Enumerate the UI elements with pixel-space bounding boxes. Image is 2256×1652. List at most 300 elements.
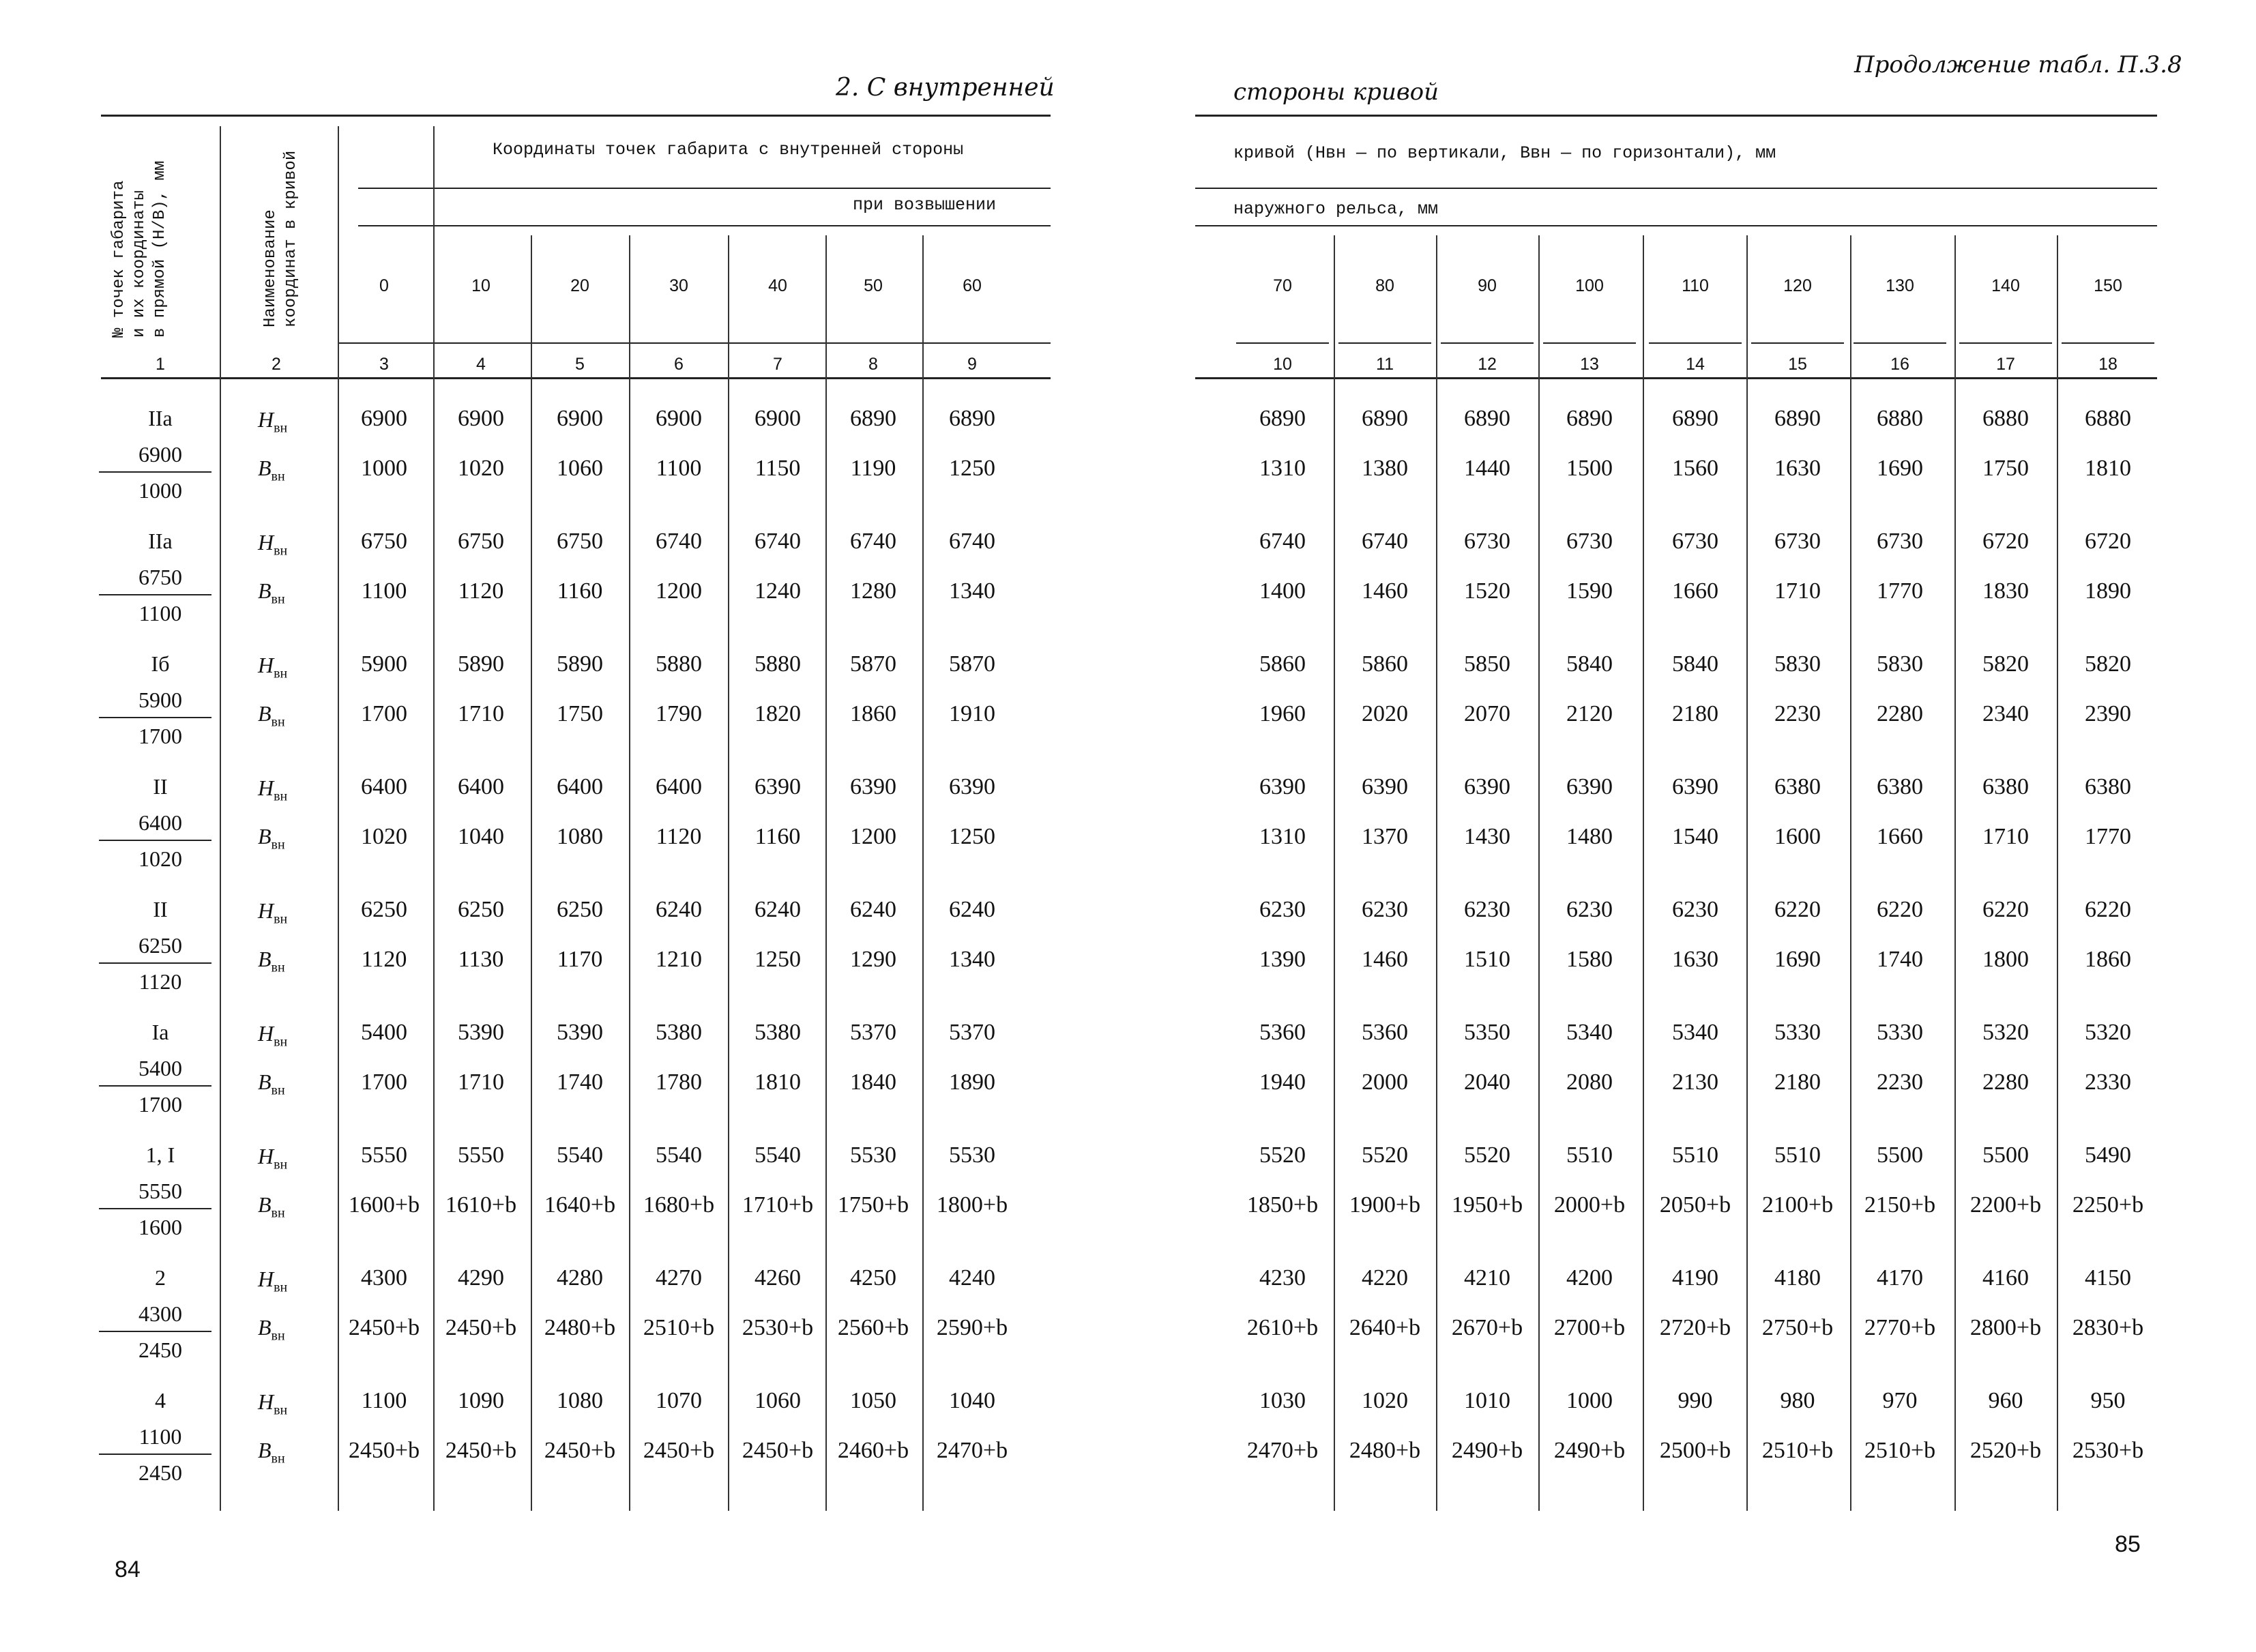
b-value: 2750+b [1761, 1315, 1834, 1340]
h-value: 6740 [1259, 529, 1306, 554]
h-value: 6380 [1877, 774, 1923, 799]
h-value: 5540 [656, 1142, 702, 1168]
h-value: 5890 [557, 651, 603, 677]
h-value: 6740 [1362, 529, 1408, 554]
h-value: 6230 [1464, 897, 1510, 922]
b-value: 1580 [1566, 947, 1613, 972]
coord-name-h-letter: H [258, 898, 274, 923]
b-value: 2180 [1774, 1070, 1821, 1095]
h-value: 6890 [850, 406, 896, 431]
h-value: 6400 [458, 774, 504, 799]
h-value: 5380 [755, 1020, 801, 1045]
coord-name-b-letter: B [258, 456, 272, 480]
h-value: 5510 [1774, 1142, 1821, 1168]
coord-name-b-letter: B [258, 824, 272, 849]
h-value: 6250 [361, 897, 407, 922]
b-value: 2200+b [1969, 1192, 2042, 1218]
b-value: 2450+b [742, 1438, 814, 1463]
b-value: 1370 [1362, 824, 1408, 849]
sub-header-right: наружного рельса, мм [1233, 199, 1439, 219]
coord-name-h [258, 407, 287, 436]
b-value: 1040 [458, 824, 504, 849]
column-number: 14 [1686, 355, 1705, 374]
column-number: 4 [476, 355, 486, 374]
b-value: 2100+b [1761, 1192, 1834, 1218]
h-value: 5340 [1672, 1020, 1718, 1045]
h-value: 6220 [1774, 897, 1821, 922]
coord-name-h [258, 530, 287, 559]
b-value: 1190 [850, 456, 896, 481]
b-value: 1240 [755, 578, 801, 604]
coord-name-h [258, 776, 287, 804]
b-value: 1310 [1259, 456, 1306, 481]
h-value: 5510 [1566, 1142, 1613, 1168]
h-value: 950 [2090, 1388, 2126, 1413]
column-number: 7 [773, 355, 782, 374]
h-value: 6720 [1982, 529, 2029, 554]
coord-name-h-letter: H [258, 1267, 274, 1291]
main-header-left: Координаты точек габарита с внутренней стороны [493, 140, 964, 160]
elevation-value: 80 [1375, 276, 1394, 295]
h-value: 6890 [1566, 406, 1613, 431]
elev-rule-right [1543, 342, 1636, 344]
h-value: 5330 [1774, 1020, 1821, 1045]
coord-name-h-letter: H [258, 1021, 274, 1046]
h-value: 6240 [656, 897, 702, 922]
b-value: 1390 [1259, 947, 1306, 972]
point-label: II [153, 897, 168, 921]
fraction-line [99, 1454, 211, 1455]
column-divider-right [1954, 235, 1956, 1511]
h-value: 6380 [2085, 774, 2131, 799]
b-value: 1640+b [544, 1192, 616, 1218]
b-value: 1960 [1259, 701, 1306, 726]
elevation-value: 10 [471, 276, 490, 295]
h-value: 5360 [1259, 1020, 1306, 1045]
b-value: 1170 [557, 947, 603, 972]
h-value: 6890 [1672, 406, 1718, 431]
b-value: 2080 [1566, 1070, 1613, 1095]
straight-h-value: 5900 [138, 688, 182, 712]
column-divider-left [220, 126, 221, 1511]
h-value: 4170 [1877, 1265, 1923, 1290]
h-value: 5330 [1877, 1020, 1923, 1045]
h-value: 6230 [1672, 897, 1718, 922]
col2-header: Наименование координат в кривой [261, 150, 300, 327]
h-value: 6400 [361, 774, 407, 799]
straight-h-value: 6400 [138, 810, 182, 835]
fraction-line [99, 1208, 211, 1209]
h-value: 6390 [949, 774, 995, 799]
coord-name-b-sub: вн [271, 837, 285, 853]
b-value: 2050+b [1659, 1192, 1731, 1218]
h-value: 6730 [1464, 529, 1510, 554]
h-value: 6390 [1566, 774, 1613, 799]
coord-name-b-letter: B [258, 947, 272, 971]
b-value: 1700 [361, 701, 407, 726]
h-value: 960 [1988, 1388, 2023, 1413]
elev-rule-right [1338, 342, 1431, 344]
coord-name-h-sub: вн [274, 1402, 288, 1418]
b-value: 1380 [1362, 456, 1408, 481]
h-value: 6720 [2085, 529, 2131, 554]
b-value: 1690 [1877, 456, 1923, 481]
point-label: Iб [151, 651, 170, 676]
h-value: 6250 [557, 897, 603, 922]
h-value: 5540 [557, 1142, 603, 1168]
table-top-rule-right [1195, 115, 2157, 117]
coord-name-h-sub: вн [274, 1034, 288, 1050]
h-value: 5820 [1982, 651, 2029, 677]
elevation-value: 110 [1682, 276, 1709, 295]
b-value: 1290 [850, 947, 896, 972]
h-value: 4240 [949, 1265, 995, 1290]
b-value: 1100 [361, 578, 407, 604]
h-value: 6900 [361, 406, 407, 431]
fraction-line [99, 471, 211, 473]
h-value: 5840 [1672, 651, 1718, 677]
elev-rule-right [1751, 342, 1844, 344]
coord-name-h-sub: вн [274, 788, 288, 804]
b-value: 1130 [458, 947, 504, 972]
b-value: 1520 [1464, 578, 1510, 604]
coord-name-h [258, 1021, 287, 1050]
h-value: 6380 [1982, 774, 2029, 799]
b-value: 2770+b [1864, 1315, 1936, 1340]
h-value: 980 [1780, 1388, 1815, 1413]
b-value: 1560 [1672, 456, 1718, 481]
b-value: 2530+b [2072, 1438, 2144, 1463]
b-value: 2670+b [1451, 1315, 1523, 1340]
elevation-value: 60 [963, 276, 982, 295]
h-value: 6730 [1774, 529, 1821, 554]
b-value: 1630 [1774, 456, 1821, 481]
b-value: 1200 [656, 578, 702, 604]
b-value: 1690 [1774, 947, 1821, 972]
fraction-line [99, 1331, 211, 1332]
h-value: 1020 [1362, 1388, 1408, 1413]
b-value: 1950+b [1451, 1192, 1523, 1218]
b-value: 2490+b [1553, 1438, 1626, 1463]
coord-name-b-letter: B [258, 1315, 272, 1340]
b-value: 2530+b [742, 1315, 814, 1340]
coord-name-b [258, 824, 285, 853]
straight-b-value: 1700 [138, 1092, 182, 1117]
column-divider-left [922, 235, 924, 1511]
coord-name-b-letter: B [258, 1192, 272, 1217]
b-value: 2480+b [544, 1315, 616, 1340]
coord-name-h-letter: H [258, 1144, 274, 1168]
h-value: 4180 [1774, 1265, 1821, 1290]
colnum-rule-right [1195, 377, 2157, 379]
b-value: 1770 [1877, 578, 1923, 604]
b-value: 2520+b [1969, 1438, 2042, 1463]
h-value: 6900 [755, 406, 801, 431]
h-value: 5350 [1464, 1020, 1510, 1045]
b-value: 1340 [949, 947, 995, 972]
b-value: 2490+b [1451, 1438, 1523, 1463]
main-header-right: кривой (Hвн — по вертикали, Bвн — по горизонтали), мм [1233, 143, 1776, 163]
b-value: 1740 [557, 1070, 603, 1095]
coord-name-h-letter: H [258, 407, 274, 432]
h-value: 6390 [1362, 774, 1408, 799]
b-value: 1780 [656, 1070, 702, 1095]
b-value: 1460 [1362, 947, 1408, 972]
b-value: 2610+b [1246, 1315, 1319, 1340]
h-value: 5840 [1566, 651, 1613, 677]
b-value: 1810 [755, 1070, 801, 1095]
b-value: 2280 [1982, 1070, 2029, 1095]
elevation-value: 130 [1886, 276, 1914, 295]
column-divider-right [2057, 235, 2058, 1511]
b-value: 1770 [2085, 824, 2131, 849]
h-value: 6230 [1362, 897, 1408, 922]
column-number: 8 [868, 355, 878, 374]
column-number: 13 [1580, 355, 1599, 374]
b-value: 2230 [1877, 1070, 1923, 1095]
elevation-value: 40 [768, 276, 787, 295]
sub-header-left: при возвышении [853, 195, 997, 215]
h-value: 6900 [656, 406, 702, 431]
h-value: 6880 [2085, 406, 2131, 431]
b-value: 1460 [1362, 578, 1408, 604]
straight-b-value: 1600 [138, 1215, 182, 1239]
b-value: 2510+b [1864, 1438, 1936, 1463]
coord-name-b-sub: вн [271, 960, 285, 975]
b-value: 1750 [557, 701, 603, 726]
coord-name-h-sub: вн [274, 666, 288, 681]
h-value: 990 [1678, 1388, 1713, 1413]
coord-name-b [258, 1070, 285, 1098]
h-value: 6880 [1982, 406, 2029, 431]
h-value: 5500 [1982, 1142, 2029, 1168]
b-value: 2830+b [2072, 1315, 2144, 1340]
b-value: 1700 [361, 1070, 407, 1095]
coord-name-b-sub: вн [271, 1205, 285, 1221]
b-value: 1160 [557, 578, 603, 604]
b-value: 2250+b [2072, 1192, 2144, 1218]
fraction-line [99, 1085, 211, 1087]
h-value: 6900 [557, 406, 603, 431]
h-value: 1060 [755, 1388, 801, 1413]
col1-header: № точек габарита и их координаты в прямой (H/B), мм [110, 160, 169, 338]
b-value: 2480+b [1349, 1438, 1421, 1463]
coord-name-b-sub: вн [271, 591, 285, 607]
b-value: 1150 [755, 456, 801, 481]
b-value: 1830 [1982, 578, 2029, 604]
b-value: 1120 [458, 578, 504, 604]
b-value: 1000 [361, 456, 407, 481]
straight-h-value: 6750 [138, 565, 182, 589]
h-value: 5850 [1464, 651, 1510, 677]
h-value: 970 [1882, 1388, 1918, 1413]
h-value: 4200 [1566, 1265, 1613, 1290]
b-value: 1280 [850, 578, 896, 604]
h-value: 4190 [1672, 1265, 1718, 1290]
b-value: 2390 [2085, 701, 2131, 726]
b-value: 1430 [1464, 824, 1510, 849]
column-number: 18 [2098, 355, 2118, 374]
b-value: 1630 [1672, 947, 1718, 972]
b-value: 1160 [755, 824, 801, 849]
h-value: 4300 [361, 1265, 407, 1290]
h-value: 5540 [755, 1142, 801, 1168]
h-value: 6390 [755, 774, 801, 799]
h-value: 6890 [1362, 406, 1408, 431]
h-value: 6390 [1259, 774, 1306, 799]
h-value: 1010 [1464, 1388, 1510, 1413]
h-value: 6220 [2085, 897, 2131, 922]
column-divider-left [825, 235, 827, 1511]
coord-name-h-letter: H [258, 776, 274, 800]
main-header-rule-right [1195, 188, 2157, 189]
coord-name-h [258, 653, 287, 681]
b-value: 1600 [1774, 824, 1821, 849]
coord-name-h-sub: вн [274, 911, 288, 927]
b-value: 1100 [656, 456, 702, 481]
elev-rule-right [1441, 342, 1534, 344]
column-number: 5 [575, 355, 585, 374]
b-value: 1440 [1464, 456, 1510, 481]
h-value: 5870 [949, 651, 995, 677]
h-value: 5830 [1877, 651, 1923, 677]
elevation-value: 120 [1783, 276, 1812, 295]
column-divider-right [1334, 235, 1335, 1511]
coord-name-b [258, 1438, 285, 1466]
table-top-rule-left [101, 115, 1051, 117]
h-value: 5360 [1362, 1020, 1408, 1045]
point-label: II [153, 774, 168, 799]
h-value: 6240 [850, 897, 896, 922]
b-value: 2640+b [1349, 1315, 1421, 1340]
coord-name-h-letter: H [258, 1389, 274, 1414]
coord-name-h-letter: H [258, 653, 274, 677]
h-value: 6890 [1259, 406, 1306, 431]
b-value: 1860 [2085, 947, 2131, 972]
coord-name-h [258, 898, 287, 927]
h-value: 5320 [2085, 1020, 2131, 1045]
h-value: 5890 [458, 651, 504, 677]
coord-name-b [258, 578, 285, 607]
b-value: 1200 [850, 824, 896, 849]
b-value: 2450+b [445, 1438, 517, 1463]
column-number: 15 [1788, 355, 1807, 374]
h-value: 6250 [458, 897, 504, 922]
h-value: 5550 [361, 1142, 407, 1168]
coord-name-h-sub: вн [274, 420, 288, 436]
h-value: 5880 [656, 651, 702, 677]
fraction-line [99, 962, 211, 964]
elevation-value: 30 [669, 276, 688, 295]
coord-name-h-sub: вн [274, 1157, 288, 1172]
b-value: 1500 [1566, 456, 1613, 481]
h-value: 6220 [1982, 897, 2029, 922]
coord-name-b [258, 1192, 285, 1221]
h-value: 6750 [458, 529, 504, 554]
b-value: 2590+b [936, 1315, 1008, 1340]
h-value: 5880 [755, 651, 801, 677]
h-value: 1090 [458, 1388, 504, 1413]
b-value: 2560+b [837, 1315, 909, 1340]
h-value: 1030 [1259, 1388, 1306, 1413]
b-value: 1810 [2085, 456, 2131, 481]
fraction-line [99, 840, 211, 841]
h-value: 5390 [557, 1020, 603, 1045]
straight-b-value: 1700 [138, 724, 182, 748]
h-value: 6900 [458, 406, 504, 431]
point-label: 4 [155, 1388, 166, 1413]
b-value: 1800+b [936, 1192, 1008, 1218]
coord-name-h [258, 1389, 287, 1418]
h-value: 6390 [1464, 774, 1510, 799]
h-value: 5510 [1672, 1142, 1718, 1168]
column-divider-left [728, 235, 729, 1511]
sub-header-rule-left [358, 225, 1051, 226]
h-value: 6400 [557, 774, 603, 799]
h-value: 6730 [1877, 529, 1923, 554]
h-value: 5860 [1259, 651, 1306, 677]
point-label: Ia [151, 1020, 169, 1044]
b-value: 2280 [1877, 701, 1923, 726]
coord-name-b-sub: вн [271, 714, 285, 730]
b-value: 2450+b [348, 1438, 420, 1463]
b-value: 2470+b [936, 1438, 1008, 1463]
b-value: 1250 [949, 456, 995, 481]
column-divider-right [1538, 235, 1540, 1511]
b-value: 1820 [755, 701, 801, 726]
h-value: 5820 [2085, 651, 2131, 677]
b-value: 1710 [1774, 578, 1821, 604]
b-value: 2800+b [1969, 1315, 2042, 1340]
straight-b-value: 1100 [138, 601, 182, 625]
straight-b-value: 2450 [138, 1460, 182, 1485]
h-value: 1040 [949, 1388, 995, 1413]
h-value: 5380 [656, 1020, 702, 1045]
point-label: IIa [148, 406, 173, 430]
b-value: 1850+b [1246, 1192, 1319, 1218]
h-value: 5400 [361, 1020, 407, 1045]
h-value: 6750 [361, 529, 407, 554]
colnum-rule-left [101, 377, 1051, 379]
column-divider-left [531, 235, 532, 1511]
h-value: 5520 [1259, 1142, 1306, 1168]
b-value: 1790 [656, 701, 702, 726]
h-value: 5900 [361, 651, 407, 677]
b-value: 2450+b [643, 1438, 715, 1463]
coord-name-b [258, 947, 285, 975]
b-value: 1540 [1672, 824, 1718, 849]
b-value: 1600+b [348, 1192, 420, 1218]
elev-rule-right [1649, 342, 1742, 344]
coord-name-b [258, 701, 285, 730]
elev-rule-right [1236, 342, 1329, 344]
h-value: 6380 [1774, 774, 1821, 799]
elev-rule-left [338, 342, 1051, 344]
h-value: 6730 [1672, 529, 1718, 554]
b-value: 2450+b [544, 1438, 616, 1463]
coord-name-h [258, 1144, 287, 1172]
b-value: 1020 [361, 824, 407, 849]
h-value: 5490 [2085, 1142, 2131, 1168]
b-value: 1680+b [643, 1192, 715, 1218]
coord-name-b-letter: B [258, 578, 272, 603]
b-value: 2720+b [1659, 1315, 1731, 1340]
h-value: 5530 [850, 1142, 896, 1168]
straight-b-value: 1120 [138, 969, 182, 994]
elev-rule-right [1959, 342, 2052, 344]
column-number: 1 [156, 355, 165, 374]
straight-h-value: 5550 [138, 1179, 182, 1203]
